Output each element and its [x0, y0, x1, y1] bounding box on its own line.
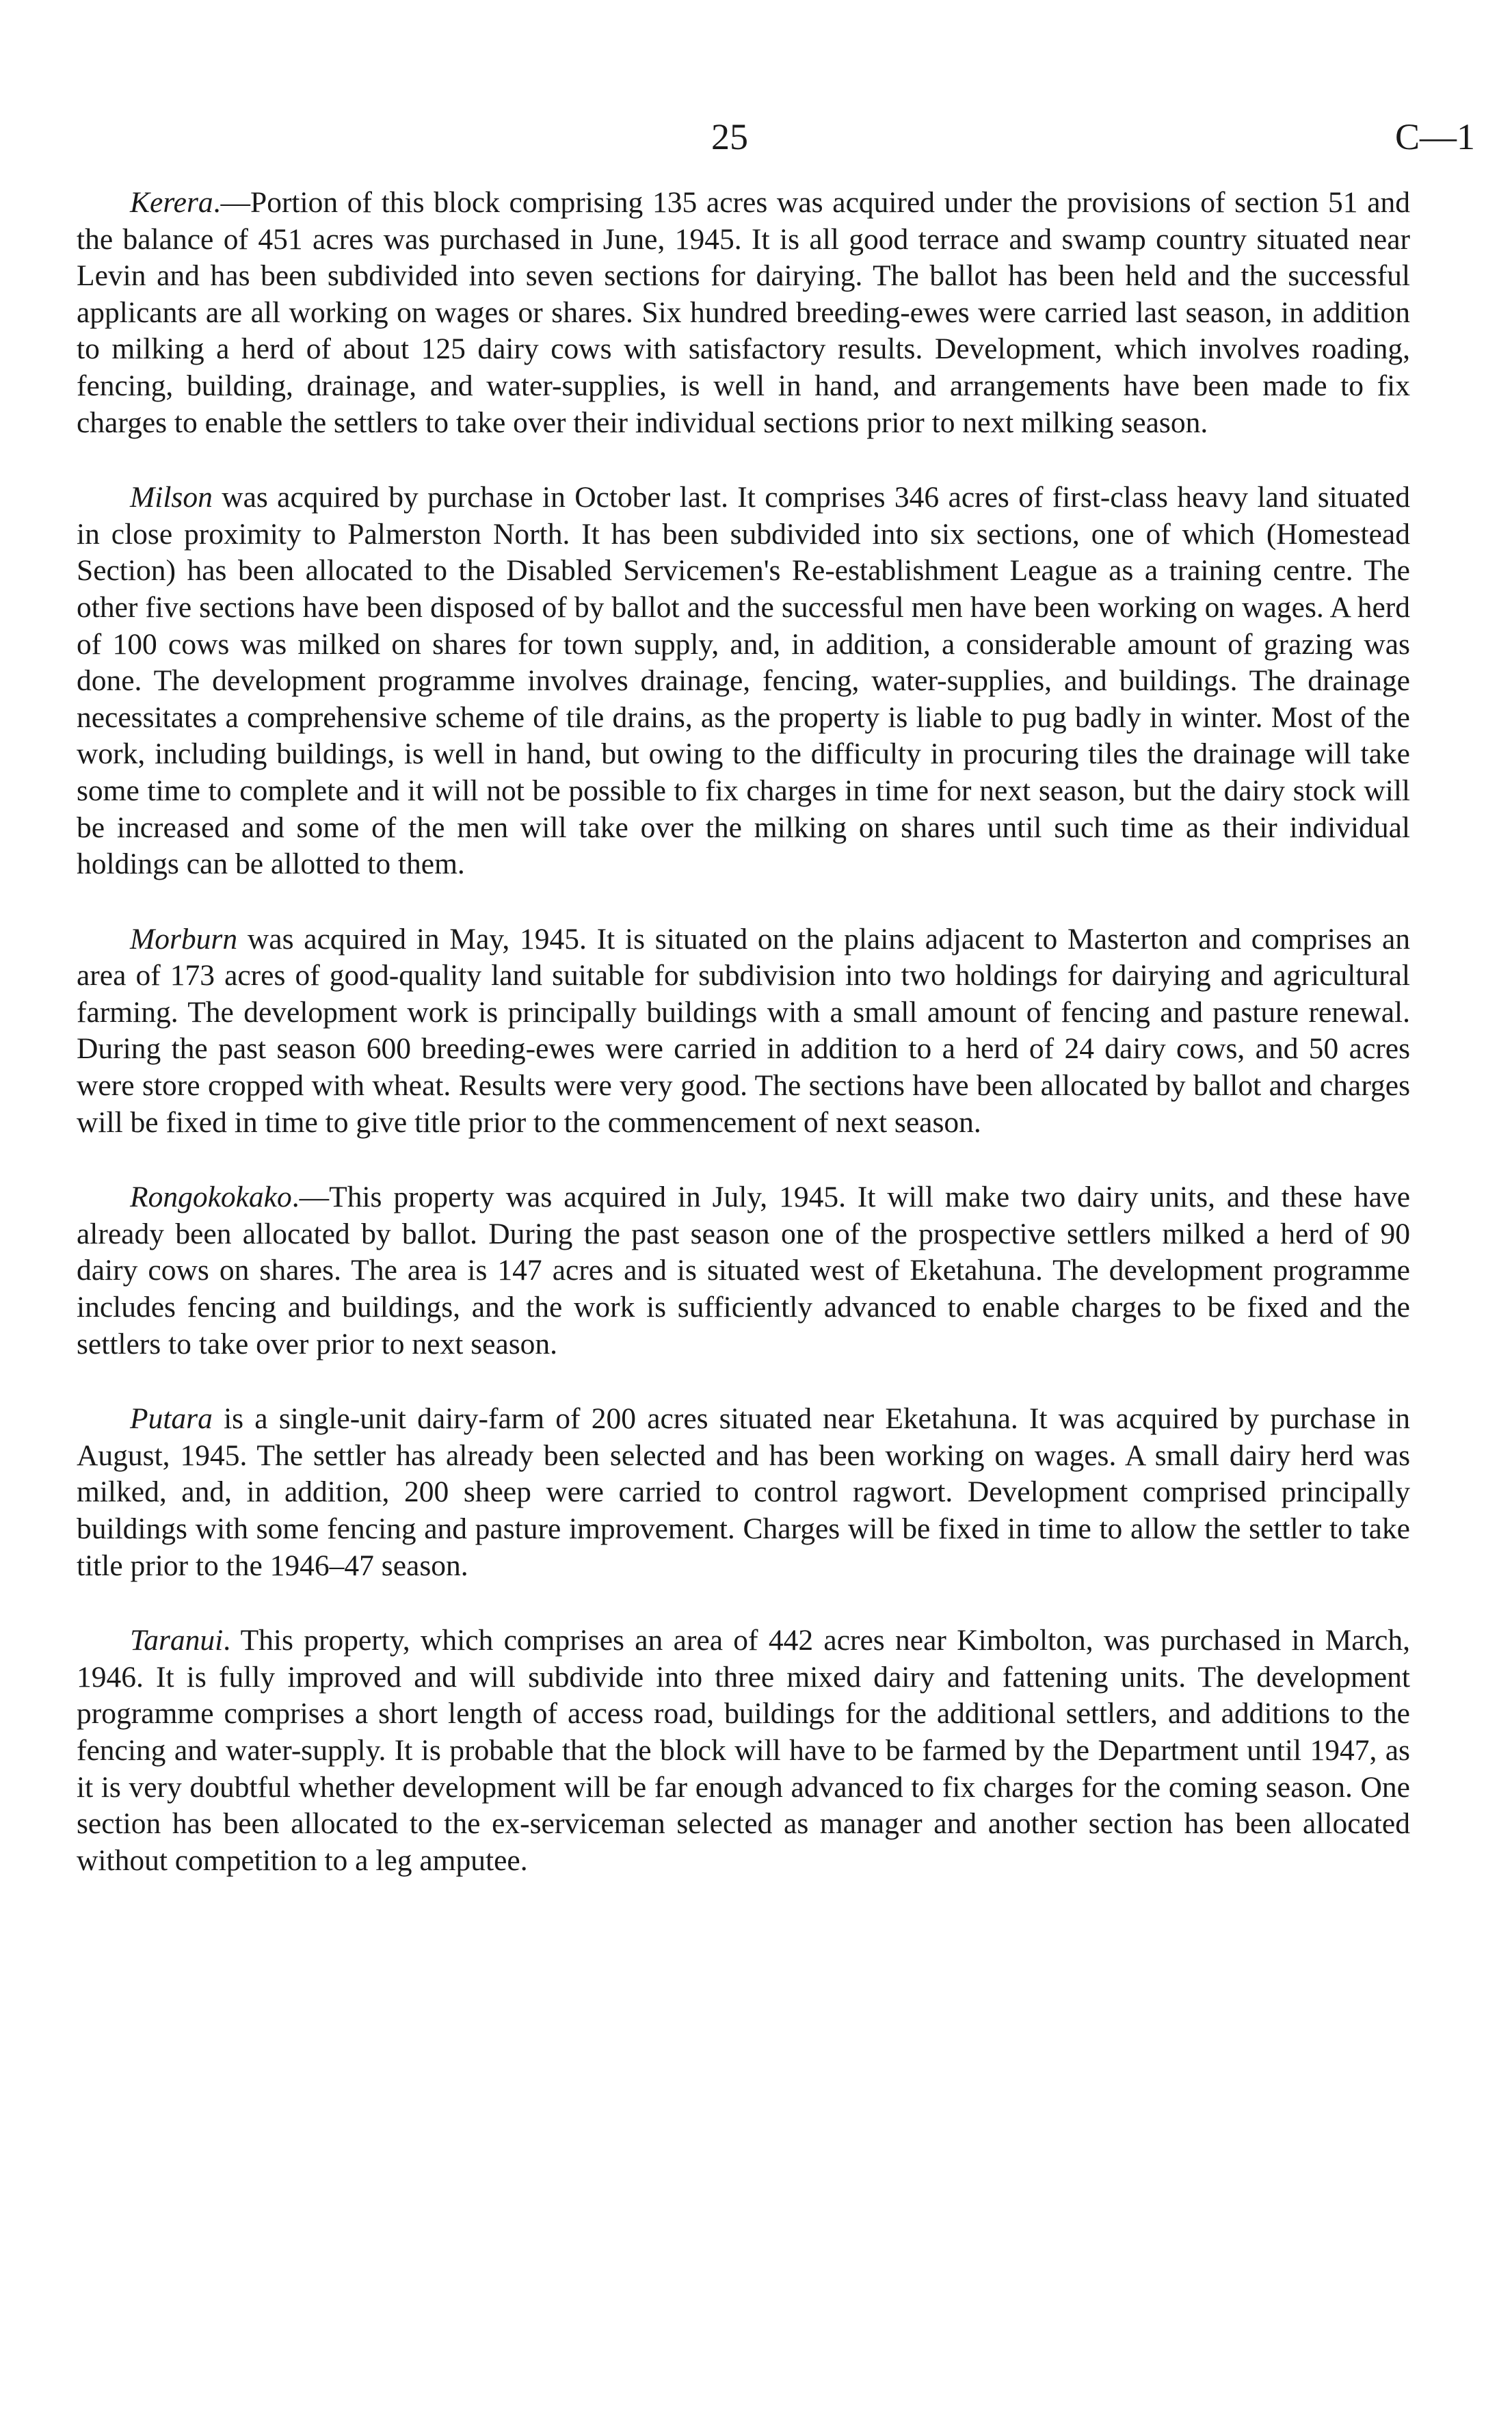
paragraph-morburn	[77, 921, 1410, 1142]
name-suffix: .—	[213, 186, 250, 219]
paragraph-text: is a single-unit dairy-farm of 200 acres situated near Eketahuna. It was acquired by purchase in August, 1945. The settler has already been selected and has been working on wages. A small dairy herd was milked, and, in addition, 200 sheep were carried to control ragwort. Development comprised principally buildings with some fencing and pasture improvement. Charges will be fixed in time to allow the settler to take title prior to the 1946–47 season.	[77, 1402, 1410, 1582]
paragraph-text: This property, which comprises an area of 442 acres near Kimbolton, was purchased in March, 1946. It is fully improved and will subdivide into three mixed dairy and fattening units. The development programme comprises a short length of access road, buildings for the additional settlers, and additions to the fencing and water-supply. It is probable that the block will have to be farmed by the Department until 1947, as it is very doubtful whether development will be far enough advanced to fix charges for the coming season. One section has been allocated to the ex-serviceman selected as manager and another section has been allocated without competition to a leg amputee.	[77, 1624, 1410, 1877]
block-name: Putara	[130, 1402, 213, 1436]
paragraph-taranui	[77, 1622, 1410, 1879]
page-number: 25	[711, 116, 748, 157]
name-suffix: .	[223, 1624, 241, 1657]
document-body	[77, 185, 1410, 1917]
block-name: Morburn	[130, 922, 238, 956]
name-suffix	[213, 1402, 224, 1435]
name-suffix	[213, 481, 222, 514]
paragraph-text: was acquired in May, 1945. It is situated on the plains adjacent to Masterton and comprises an area of 173 acres of good-quality land suitable for subdivision into two holdings for dairying and agricultural farming. The development work is principally buildings with a small amount of fencing and pasture renewal. During the past season 600 breeding-ewes were carried in addition to a herd of 24 dairy cows, and 50 acres were store cropped with wheat. Results were very good. The sections have been allocated by ballot and charges will be fixed in time to give title prior to the commencement of next season.	[77, 922, 1411, 1139]
page-header	[0, 113, 1512, 161]
paragraph-putara	[77, 1401, 1410, 1584]
block-name: Kerera	[130, 186, 213, 219]
block-name: Taranui	[130, 1624, 224, 1657]
block-name: Rongokokako	[130, 1181, 292, 1214]
name-suffix: .—	[291, 1181, 330, 1214]
paragraph-milson	[77, 479, 1410, 883]
document-reference: C—1	[1395, 116, 1476, 157]
name-suffix	[237, 923, 248, 956]
paragraph-text: was acquired by purchase in October last. It comprises 346 acres of first-class heavy land situated in close proximity to Palmerston North. It has been subdivided into six sections, one of which (Homestead Section) has been allocated to the Disabled Servicemen's Re-establishment League as a training centre. The other five sections have been disposed of by ballot and the successful men have been working on wages. A herd of 100 cows was milked on shares for town supply, and, in addition, a considerable amount of grazing was done. The development programme involves drainage, fencing, water-supplies, and buildings. The drainage necessitates a comprehensive scheme of tile drains, as the property is liable to pug badly in winter. Most of the work, including buildings, is well in hand, but owing to the difficulty in procuring tiles the drainage will take some time to complete and it will not be possible to fix charges in time for next season, but the dairy stock will be increased and some of the men will take over the milking on shares until such time as their individual holdings can be allotted to them.	[77, 481, 1410, 881]
paragraph-text: This property was acquired in July, 1945. It will make two dairy units, and these have already been allocated by ballot. During the past season one of the prospective settlers milked a herd of 90 dairy cows on shares. The area is 147 acres and is situated west of Eketahuna. The development programme includes fencing and buildings, and the work is sufficiently advanced to enable charges to be fixed and the settlers to take over prior to next season.	[77, 1181, 1410, 1361]
paragraph-kerera	[77, 185, 1410, 441]
paragraph-rongokokako	[77, 1179, 1410, 1363]
paragraph-text: Portion of this block comprising 135 acres was acquired under the provisions of section 51 and the balance of 451 acres was purchased in June, 1945. It is all good terrace and swamp country situated near Levin and has been subdivided into seven sections for dairying. The ballot has been held and the successful applicants are all working on wages or shares. Six hundred breeding-ewes were carried last season, in addition to milking a herd of about 125 dairy cows with satisfactory results. Development, which involves roading, fencing, building, drainage, and water-supplies, is well in hand, and arrangements have been made to fix charges to enable the settlers to take over their individual sections prior to next milking season.	[77, 186, 1410, 439]
block-name: Milson	[130, 481, 213, 514]
